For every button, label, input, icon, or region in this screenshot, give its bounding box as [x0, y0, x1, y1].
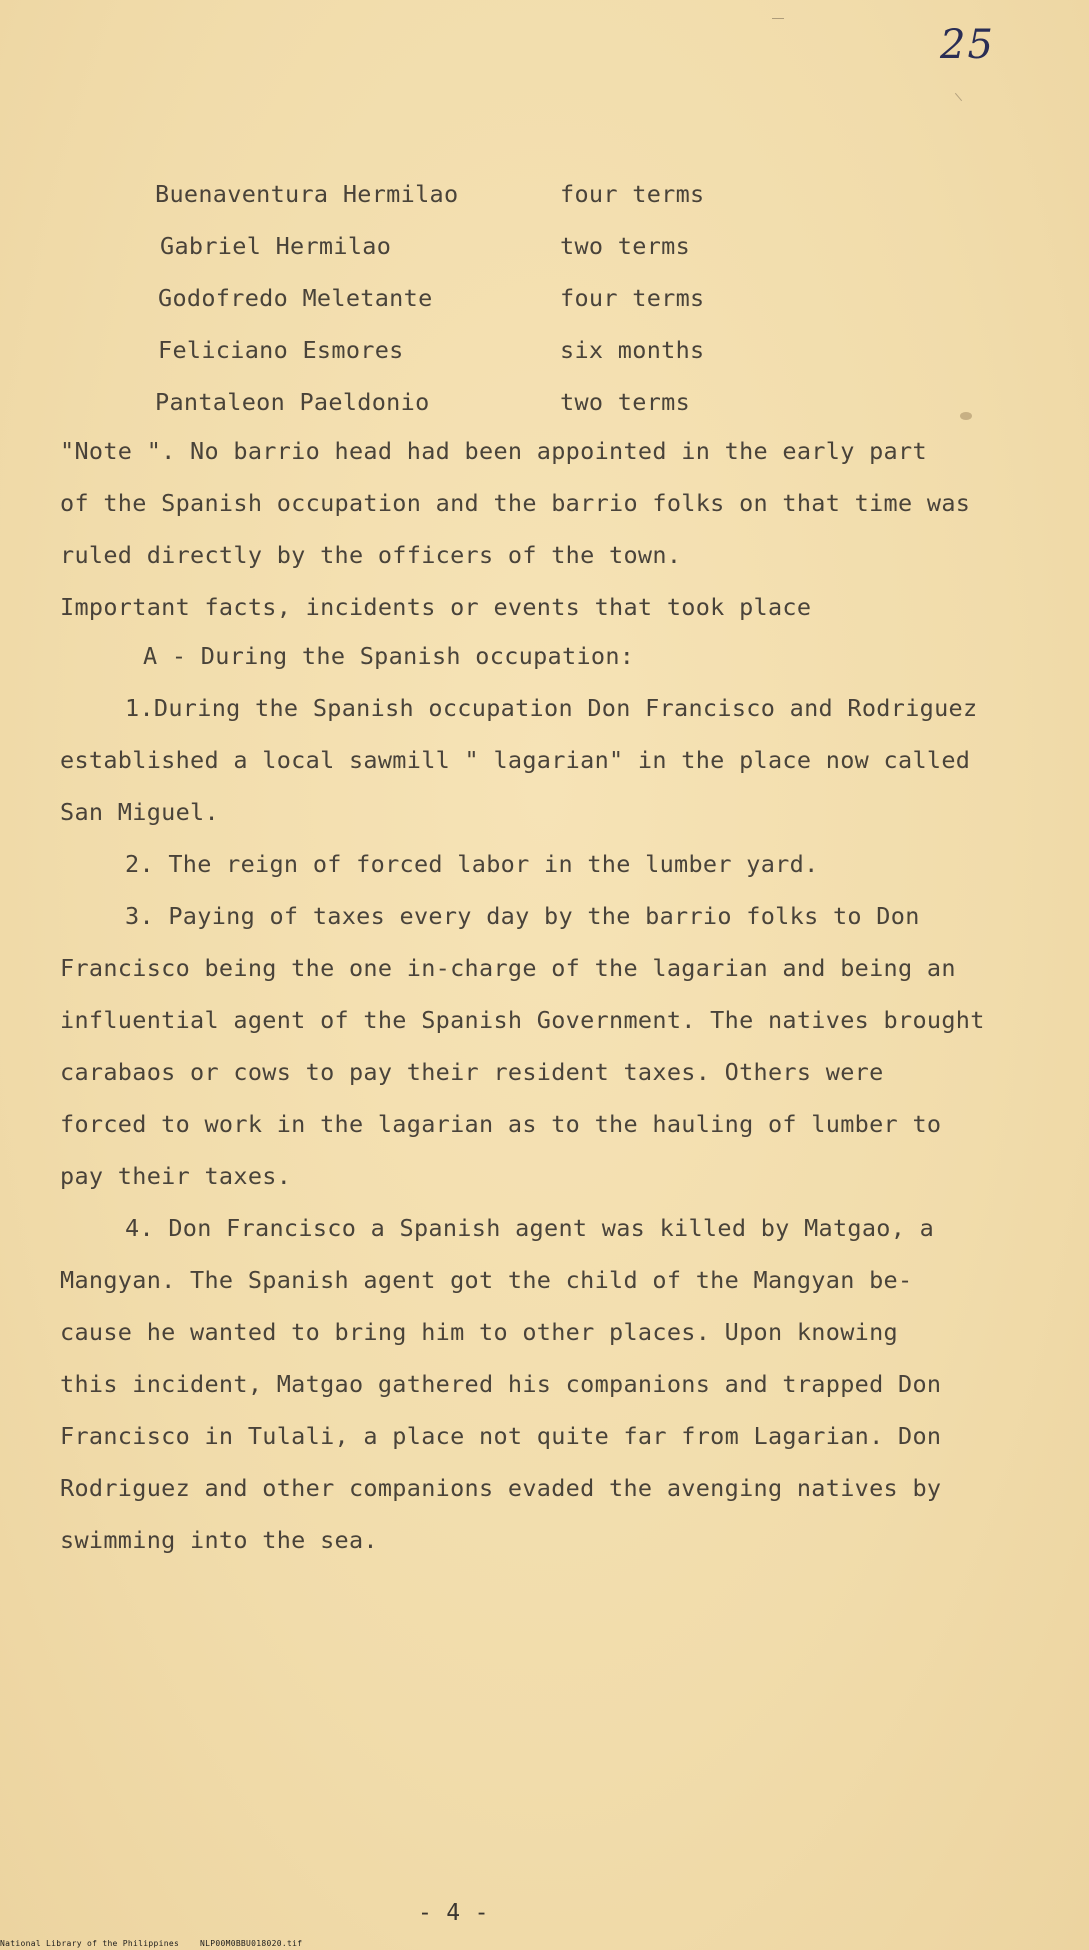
text-line: Mangyan. The Spanish agent got the child of the Mangyan be- — [60, 1266, 913, 1294]
text-line: established a local sawmill " lagarian" in the place now called — [60, 746, 971, 774]
section-heading: Important facts, incidents or events that took place — [60, 593, 812, 621]
subsection-heading: A - During the Spanish occupation: — [143, 642, 635, 670]
text-line: Francisco being the one in-charge of the lagarian and being an — [60, 954, 956, 982]
official-name: Pantaleon Paeldonio — [155, 388, 430, 416]
official-name: Feliciano Esmores — [158, 336, 404, 364]
official-term: two terms — [560, 232, 691, 260]
text-line: 4. Don Francisco a Spanish agent was killed by Matgao, a — [125, 1214, 935, 1242]
text-line: carabaos or cows to pay their resident taxes. Others were — [60, 1058, 884, 1086]
text-line: San Miguel. — [60, 798, 219, 826]
text-line: Rodriguez and other companions evaded the avenging natives by — [60, 1474, 942, 1502]
page-footer-number: - 4 - — [418, 1900, 489, 1926]
official-name: Gabriel Hermilao — [160, 232, 392, 260]
scan-filename: NLP00M0BBU018020.tif — [200, 1939, 303, 1948]
official-term: four terms — [560, 284, 705, 312]
text-line: pay their taxes. — [60, 1162, 292, 1190]
top-mark — [772, 18, 784, 19]
text-line: 2. The reign of forced labor in the lumber yard. — [125, 850, 819, 878]
text-line: 3. Paying of taxes every day by the barrio folks to Don — [125, 902, 920, 930]
official-name: Buenaventura Hermilao — [155, 180, 459, 208]
text-line: forced to work in the lagarian as to the hauling of lumber to — [60, 1110, 942, 1138]
official-name: Godofredo Meletante — [158, 284, 433, 312]
text-line: influential agent of the Spanish Government. The natives brought — [60, 1006, 985, 1034]
handwritten-page-number: 25 — [940, 22, 995, 68]
text-line: ruled directly by the officers of the town. — [60, 541, 682, 569]
official-term: six months — [560, 336, 705, 364]
library-name: National Library of the Philippines — [0, 1939, 180, 1948]
text-line: "Note ". No barrio head had been appointed in the early part — [60, 437, 927, 465]
pen-mark — [955, 93, 962, 101]
scan-footer — [0, 1938, 1089, 1950]
official-term: four terms — [560, 180, 705, 208]
paper-stain — [960, 412, 972, 420]
text-line: this incident, Matgao gathered his companions and trapped Don — [60, 1370, 942, 1398]
text-line: 1.During the Spanish occupation Don Francisco and Rodriguez — [125, 694, 978, 722]
text-line: of the Spanish occupation and the barrio folks on that time was — [60, 489, 971, 517]
official-term: two terms — [560, 388, 691, 416]
text-line: swimming into the sea. — [60, 1526, 378, 1554]
text-line: cause he wanted to bring him to other places. Upon knowing — [60, 1318, 898, 1346]
text-line: Francisco in Tulali, a place not quite far from Lagarian. Don — [60, 1422, 942, 1450]
